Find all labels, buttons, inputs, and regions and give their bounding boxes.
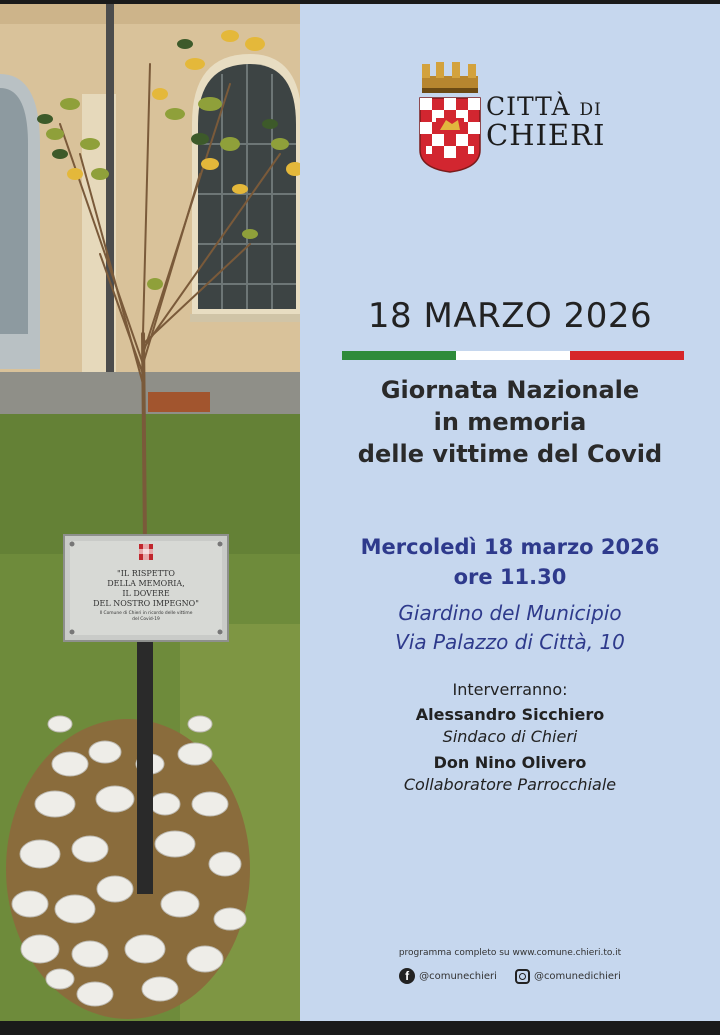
- speaker-role: Sindaco di Chieri: [442, 727, 578, 746]
- facebook-link[interactable]: [399, 968, 497, 984]
- speakers-intro: Interverranno:: [452, 680, 568, 699]
- headline-line: delle vittime del Covid: [357, 440, 663, 468]
- speaker-name: Don Nino Olivero: [433, 753, 587, 772]
- headline-line: Giornata Nazionale: [380, 376, 640, 404]
- logo-citta: CITTÀ: [486, 92, 571, 121]
- city-logo: [418, 58, 618, 178]
- social-links: [300, 968, 720, 984]
- event-place: Giardino del Municipio: [398, 601, 622, 625]
- poster: [0, 4, 720, 1021]
- plaque-text: [70, 569, 222, 623]
- instagram-icon: [515, 969, 530, 984]
- event-address: Via Palazzo di Città, 10: [395, 630, 625, 654]
- plaque-small-line: del Covid-19: [132, 617, 160, 622]
- event-where: [300, 599, 720, 657]
- event-headline: [300, 374, 720, 470]
- flag-white: [456, 351, 570, 360]
- facebook-handle: @comunechieri: [419, 970, 497, 982]
- program-link[interactable]: programma completo su www.comune.chieri.to.it: [398, 948, 622, 958]
- event-when: [300, 532, 720, 592]
- logo-di: DI: [579, 100, 602, 120]
- info-panel: [300, 4, 720, 1021]
- logo-line-1: [486, 94, 605, 119]
- flag-green: [342, 351, 456, 360]
- plaque-line: "IL RISPETTO: [117, 569, 175, 578]
- plaque-small-line: Il Comune di Chieri in ricordo delle vittime: [99, 611, 193, 616]
- coat-of-arms-icon: [418, 58, 482, 178]
- logo-wordmark: [486, 94, 605, 150]
- instagram-handle: @comunedichieri: [533, 970, 621, 982]
- flag-red: [570, 351, 684, 360]
- plaque-line: DELLA MEMORIA,: [107, 579, 185, 588]
- speaker-role: Collaboratore Parrocchiale: [403, 775, 617, 794]
- headline-line: in memoria: [433, 408, 587, 436]
- facebook-icon: f: [399, 968, 415, 984]
- logo-chieri: CHIERI: [486, 118, 606, 152]
- plaque-line: DEL NOSTRO IMPEGNO": [93, 599, 199, 608]
- speakers: [300, 679, 720, 796]
- plaque-line: IL DOVERE: [122, 589, 170, 598]
- event-time: ore 11.30: [453, 565, 567, 589]
- instagram-link[interactable]: [515, 968, 621, 984]
- speaker-name: Alessandro Sicchiero: [415, 705, 605, 724]
- italian-flag-stripe: [342, 351, 684, 360]
- photo-illustration: [0, 4, 300, 1021]
- event-date-title: 18 MARZO 2026: [367, 296, 653, 336]
- memorial-photo: [0, 4, 300, 1021]
- event-day: Mercoledì 18 marzo 2026: [360, 535, 660, 559]
